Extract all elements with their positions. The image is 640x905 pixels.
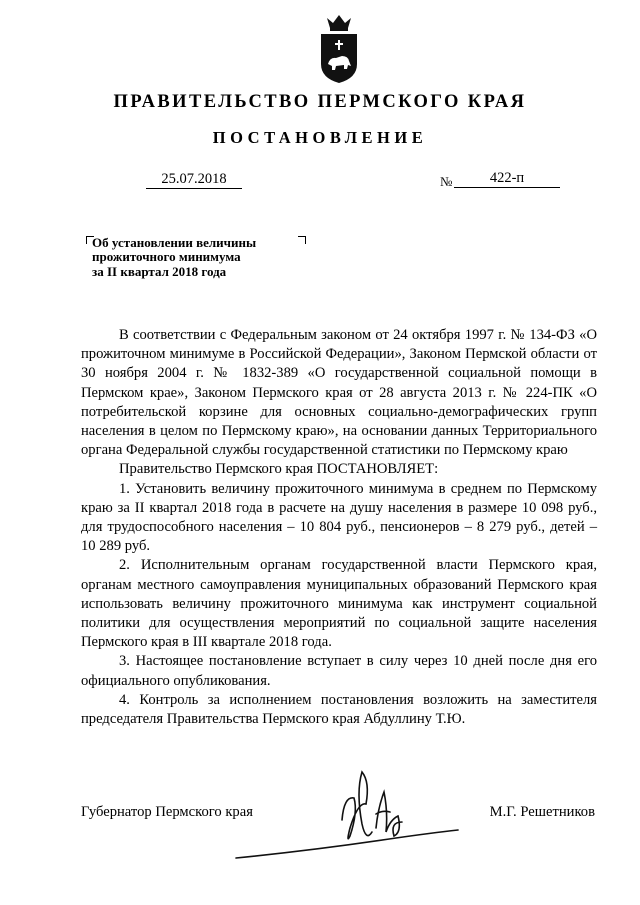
item-1-paragraph: 1. Установить величину прожиточного минимума в среднем по Пермскому краю за II квартал 2018 года в расчете на душу населения в размере 10 098 руб., для трудоспособного населения – 10 804 руб., пенсионеров – 8 279 руб., детей – 10 289 руб. [81, 480, 597, 555]
document-number: 422-п [454, 169, 560, 188]
document-date: 25.07.2018 [146, 170, 242, 189]
subject-line: за II квартал 2018 года [92, 263, 227, 279]
subject-line: прожиточного минимума [92, 249, 241, 265]
coat-of-arms-icon [318, 14, 360, 84]
signer-position: Губернатор Пермского края [81, 804, 253, 820]
item-4-paragraph: 4. Контроль за исполнением постановления возложить на заместителя председателя Правительства Пермского края Абдуллину Т.Ю. [81, 691, 597, 728]
handwritten-signature [226, 762, 476, 872]
subject-line: Об установлении величины [92, 235, 257, 250]
item-3-paragraph: 3. Настоящее постановление вступает в силу через 10 дней после дня его официального опубликования. [81, 653, 597, 689]
item-2-paragraph: 2. Исполнительным органам государственной власти Пермского края, органам местного самоуправления муниципальных образований Пермского края использовать величину прожиточного минимума как инструмент социальной политики для осуществления мероприятий по социальной защите населения Пермского края в III квартале 2018 года. [81, 557, 597, 651]
document-subject [92, 236, 256, 279]
document-type: ПОСТАНОВЛЕНИЕ [212, 128, 428, 147]
subject-corner-right [298, 236, 306, 244]
preamble-paragraph: В соответствии с Федеральным законом от 24 октября 1997 г. № 134-ФЗ «О прожиточном минимуме в Российской Федерации», Законом Пермской области от 30 ноября 2004 г. № 1832-389 «О государственной социальной помощи в Пермском крае», Законом Пермского края от 28 августа 2013 г. № 224-ПК «О потребительской корзине для основных социально-демографических групп населения в целом по Пермскому краю», на основании данных Территориального органа Федеральной службы государственной статистики по Пермскому краю [81, 327, 597, 459]
document-body [81, 326, 597, 729]
organization-title: ПРАВИТЕЛЬСТВО ПЕРМСКОГО КРАЯ [113, 92, 527, 112]
resolution-paragraph: Правительство Пермского края ПОСТАНОВЛЯЕТ: [119, 461, 439, 478]
signer-name: М.Г. Решетников [489, 804, 595, 820]
number-sign: № [440, 174, 453, 189]
